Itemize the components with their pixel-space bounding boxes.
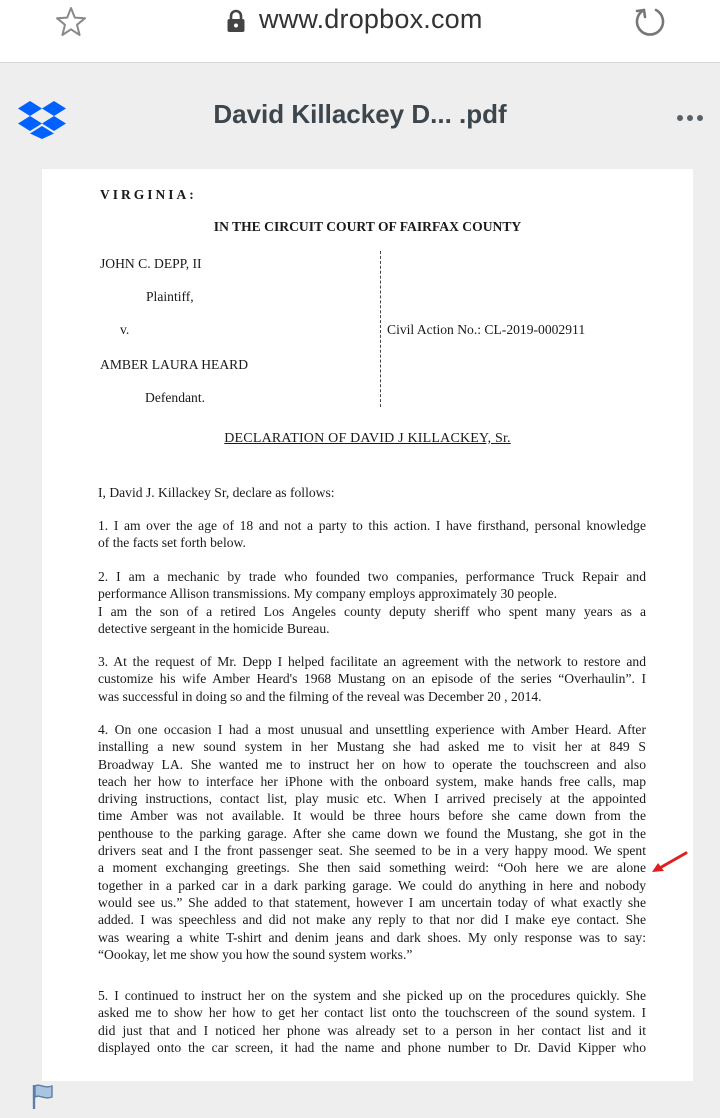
paragraph-line: 4. On one occasion I had a most unusual and unsettling experience with Amber Heard. After xyxy=(98,722,646,737)
paragraph-line: did just that and I noticed her phone was already set to a person in her contact list and it xyxy=(98,1022,646,1038)
paragraph-line: 2. I am a mechanic by trade who founded two companies, performance Truck Repair and xyxy=(98,569,646,584)
url-text[interactable]: www.dropbox.com xyxy=(259,4,483,34)
versus-label: v. xyxy=(120,322,130,337)
paragraph-line: displayed onto the car screen, it had the name and phone number to Dr. David Kipper who xyxy=(98,1039,646,1055)
paragraph-line: was successful in doing so and the filming of the reveal was December 20 , 2014. xyxy=(98,688,542,704)
paragraph-line: installing a new sound system in her Mustang she had asked me to visit her at 849 S xyxy=(98,739,646,755)
court-heading: IN THE CIRCUIT COURT OF FAIRFAX COUNTY xyxy=(213,219,522,234)
paragraph-line: drivers seat and I the front passenger seat. She seemed to be in a very happy mood. We spent xyxy=(98,843,646,859)
state-heading: VIRGINIA: xyxy=(100,187,197,202)
document-title: David Killackey D... .pdf xyxy=(213,99,507,129)
paragraph-line: teach her how to interface her iPhone with the onboard system, make hands free calls, map xyxy=(98,773,646,789)
paragraph-line: performance Allison transmissions. My company employs approximately 30 people. xyxy=(98,586,558,602)
paragraph-line: driving instructions, contact list, play music etc. When I arrived precisely at the appointed xyxy=(98,791,646,807)
defendant-label: Defendant. xyxy=(145,390,206,405)
defendant-name: AMBER LAURA HEARD xyxy=(100,357,249,372)
civil-action-number: Civil Action No.: CL-2019-0002911 xyxy=(387,322,586,337)
document-content xyxy=(42,169,693,1081)
dropbox-header xyxy=(0,63,720,163)
plaintiff-name: JOHN C. DEPP, II xyxy=(100,256,202,271)
paragraph-line: together in a parked car in a dark parking garage. We could do anything in here and nobody xyxy=(98,877,646,893)
paragraph-3 xyxy=(98,653,646,705)
paragraph-line: detective sergeant in the homicide Bureau. xyxy=(98,620,330,636)
paragraph-line: 3. At the request of Mr. Depp I helped facilitate an agreement with the network to restore and xyxy=(98,654,646,669)
paragraph-1 xyxy=(98,517,646,552)
more-options-icon[interactable] xyxy=(676,113,704,123)
paragraph-line: a moment exchanging greetings. She then said something weird: “Ooh here we are alone xyxy=(98,860,646,876)
paragraph-line: customize his wife Amber Heard's 1968 Mustang on an episode of the series “Overhaulin”. I xyxy=(98,671,646,687)
red-arrow-icon xyxy=(650,850,690,874)
star-icon[interactable] xyxy=(54,5,88,39)
paragraph-5 xyxy=(98,987,646,1056)
reload-icon[interactable] xyxy=(632,3,668,39)
plaintiff-label: Plaintiff, xyxy=(146,289,194,304)
paragraph-line: Broadway LA. She wanted me to instruct her on how to operate the touchscreen and also xyxy=(98,756,646,772)
declaration-title: DECLARATION OF DAVID J KILLACKEY, Sr. xyxy=(224,431,511,446)
paragraph-line: time Amber was not available. It would be three hours before she came down from the xyxy=(98,808,646,824)
pdf-page xyxy=(42,169,693,1081)
paragraph-line: of the facts set forth below. xyxy=(98,535,246,551)
paragraph-2 xyxy=(98,568,646,637)
paragraph-line: 1. I am over the age of 18 and not a party to this action. I have firsthand, personal knowledge xyxy=(98,518,646,533)
declaration-intro: I, David J. Killackey Sr, declare as follows: xyxy=(98,485,335,500)
paragraph-line: I am the son of a retired Los Angeles county deputy sheriff who spent many years as a xyxy=(98,603,646,619)
flag-icon[interactable] xyxy=(30,1082,56,1110)
browser-url-bar xyxy=(0,0,720,63)
caption-divider xyxy=(380,251,381,407)
paragraph-line: penthouse to the parking garage. After she came down we found the Mustang, she got in the xyxy=(98,825,646,841)
lock-icon xyxy=(226,9,246,33)
paragraph-line: would see us.” She added to that statement, however I am uncertain today of what exactly she xyxy=(98,894,646,910)
paragraph-line: asked me to show her how to get her contact list onto the touchscreen of the sound system. I xyxy=(98,1005,646,1021)
paragraph-4 xyxy=(98,721,646,963)
paragraph-line: 5. I continued to instruct her on the system and she picked up on the procedures quickly. She xyxy=(98,988,646,1003)
paragraph-line: was wearing a white T-shirt and denim jeans and dark shoes. My only response was to say: xyxy=(98,929,646,945)
paragraph-line: added. I was speechless and did not make any reply to that nor did I make eye contact. She xyxy=(98,912,646,928)
paragraph-line: “Oookay, let me show you how the sound system works.” xyxy=(98,946,413,962)
